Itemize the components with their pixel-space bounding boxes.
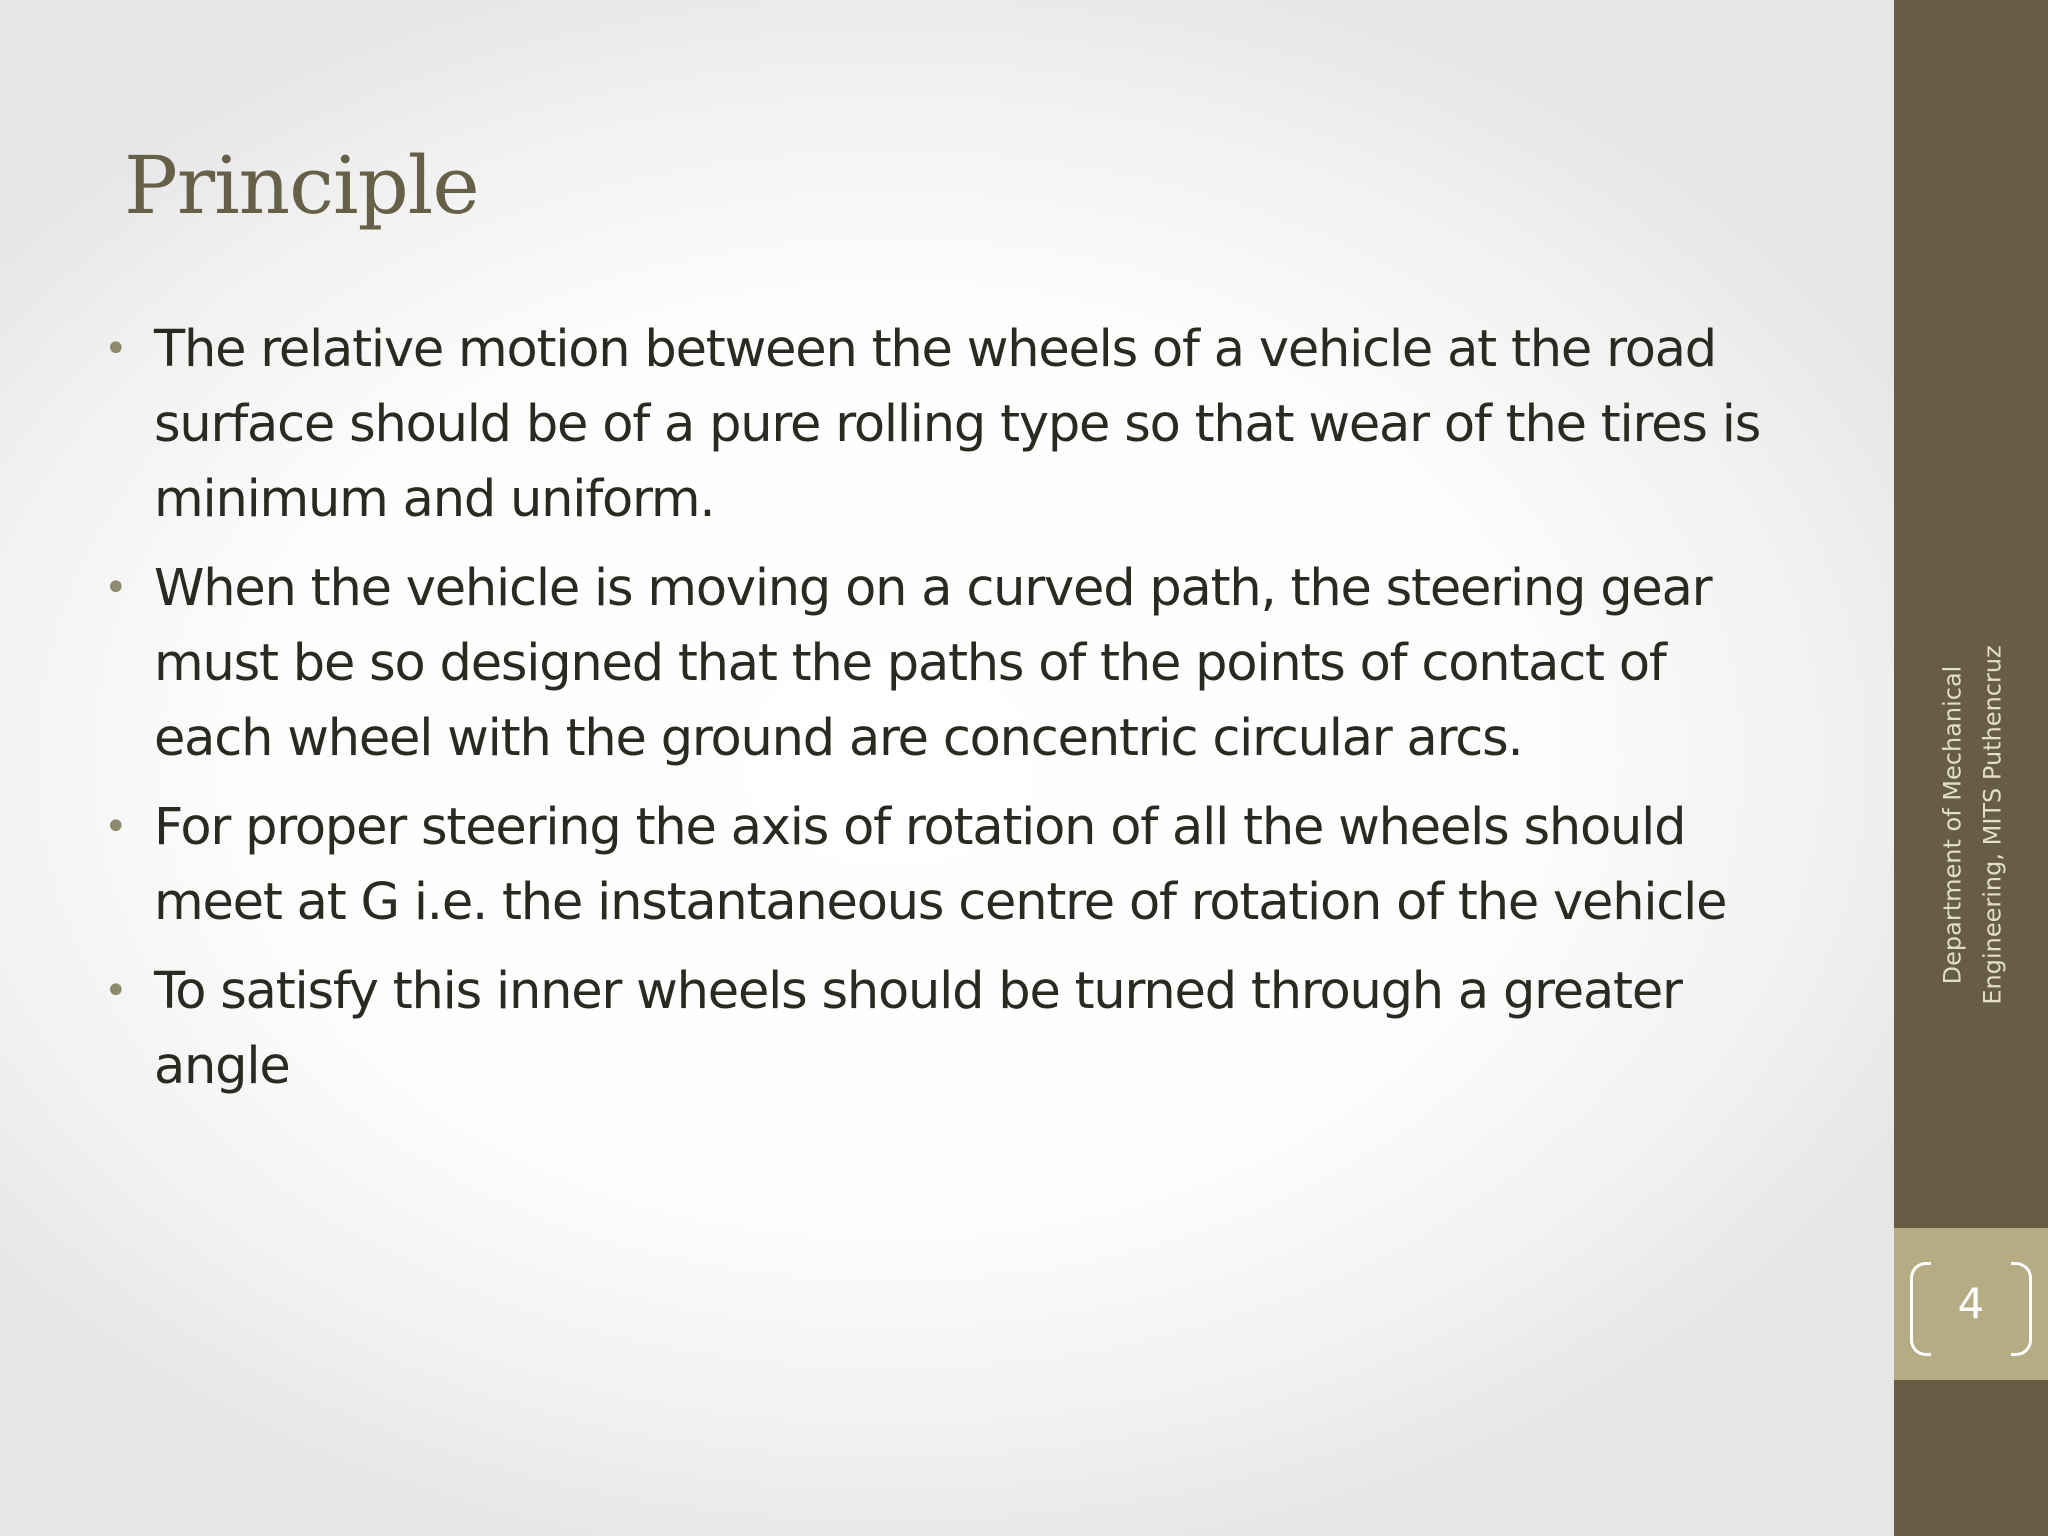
bullet-dot-icon: • — [104, 326, 127, 372]
bullet-dot-icon: • — [104, 565, 127, 611]
bullet-item — [104, 954, 1764, 1104]
bullet-item — [104, 312, 1764, 537]
page-number-box — [1894, 1228, 2048, 1380]
footer-line-1: Department of Mechanical — [1939, 665, 1968, 985]
bullet-text: The relative motion between the wheels of a vehicle at the road surface should be of a pure rolling type so that wear of the tires is minimum and uniform. — [154, 320, 1761, 529]
footer-text-rotated — [1933, 645, 2013, 1004]
page-number: 4 — [1957, 1279, 1985, 1328]
bullet-dot-icon: • — [104, 804, 127, 850]
bullet-text: To satisfy this inner wheels should be turned through a greater angle — [154, 962, 1682, 1096]
bullet-list — [104, 312, 1764, 1118]
footer-line-2: Engineering, MITS Puthencruz — [1979, 645, 2008, 1005]
bullet-dot-icon: • — [104, 968, 127, 1014]
bullet-text: For proper steering the axis of rotation of all the wheels should meet at G i.e. the instantaneous centre of rotation of the vehicle — [154, 798, 1727, 932]
footer-text — [1918, 520, 2028, 1130]
slide-title: Principle — [124, 139, 479, 232]
bullet-item — [104, 551, 1764, 776]
bullet-text: When the vehicle is moving on a curved path, the steering gear must be so designed that the paths of the points of contact of each wheel with the ground are concentric circular arcs. — [154, 559, 1712, 768]
bullet-item — [104, 790, 1764, 940]
